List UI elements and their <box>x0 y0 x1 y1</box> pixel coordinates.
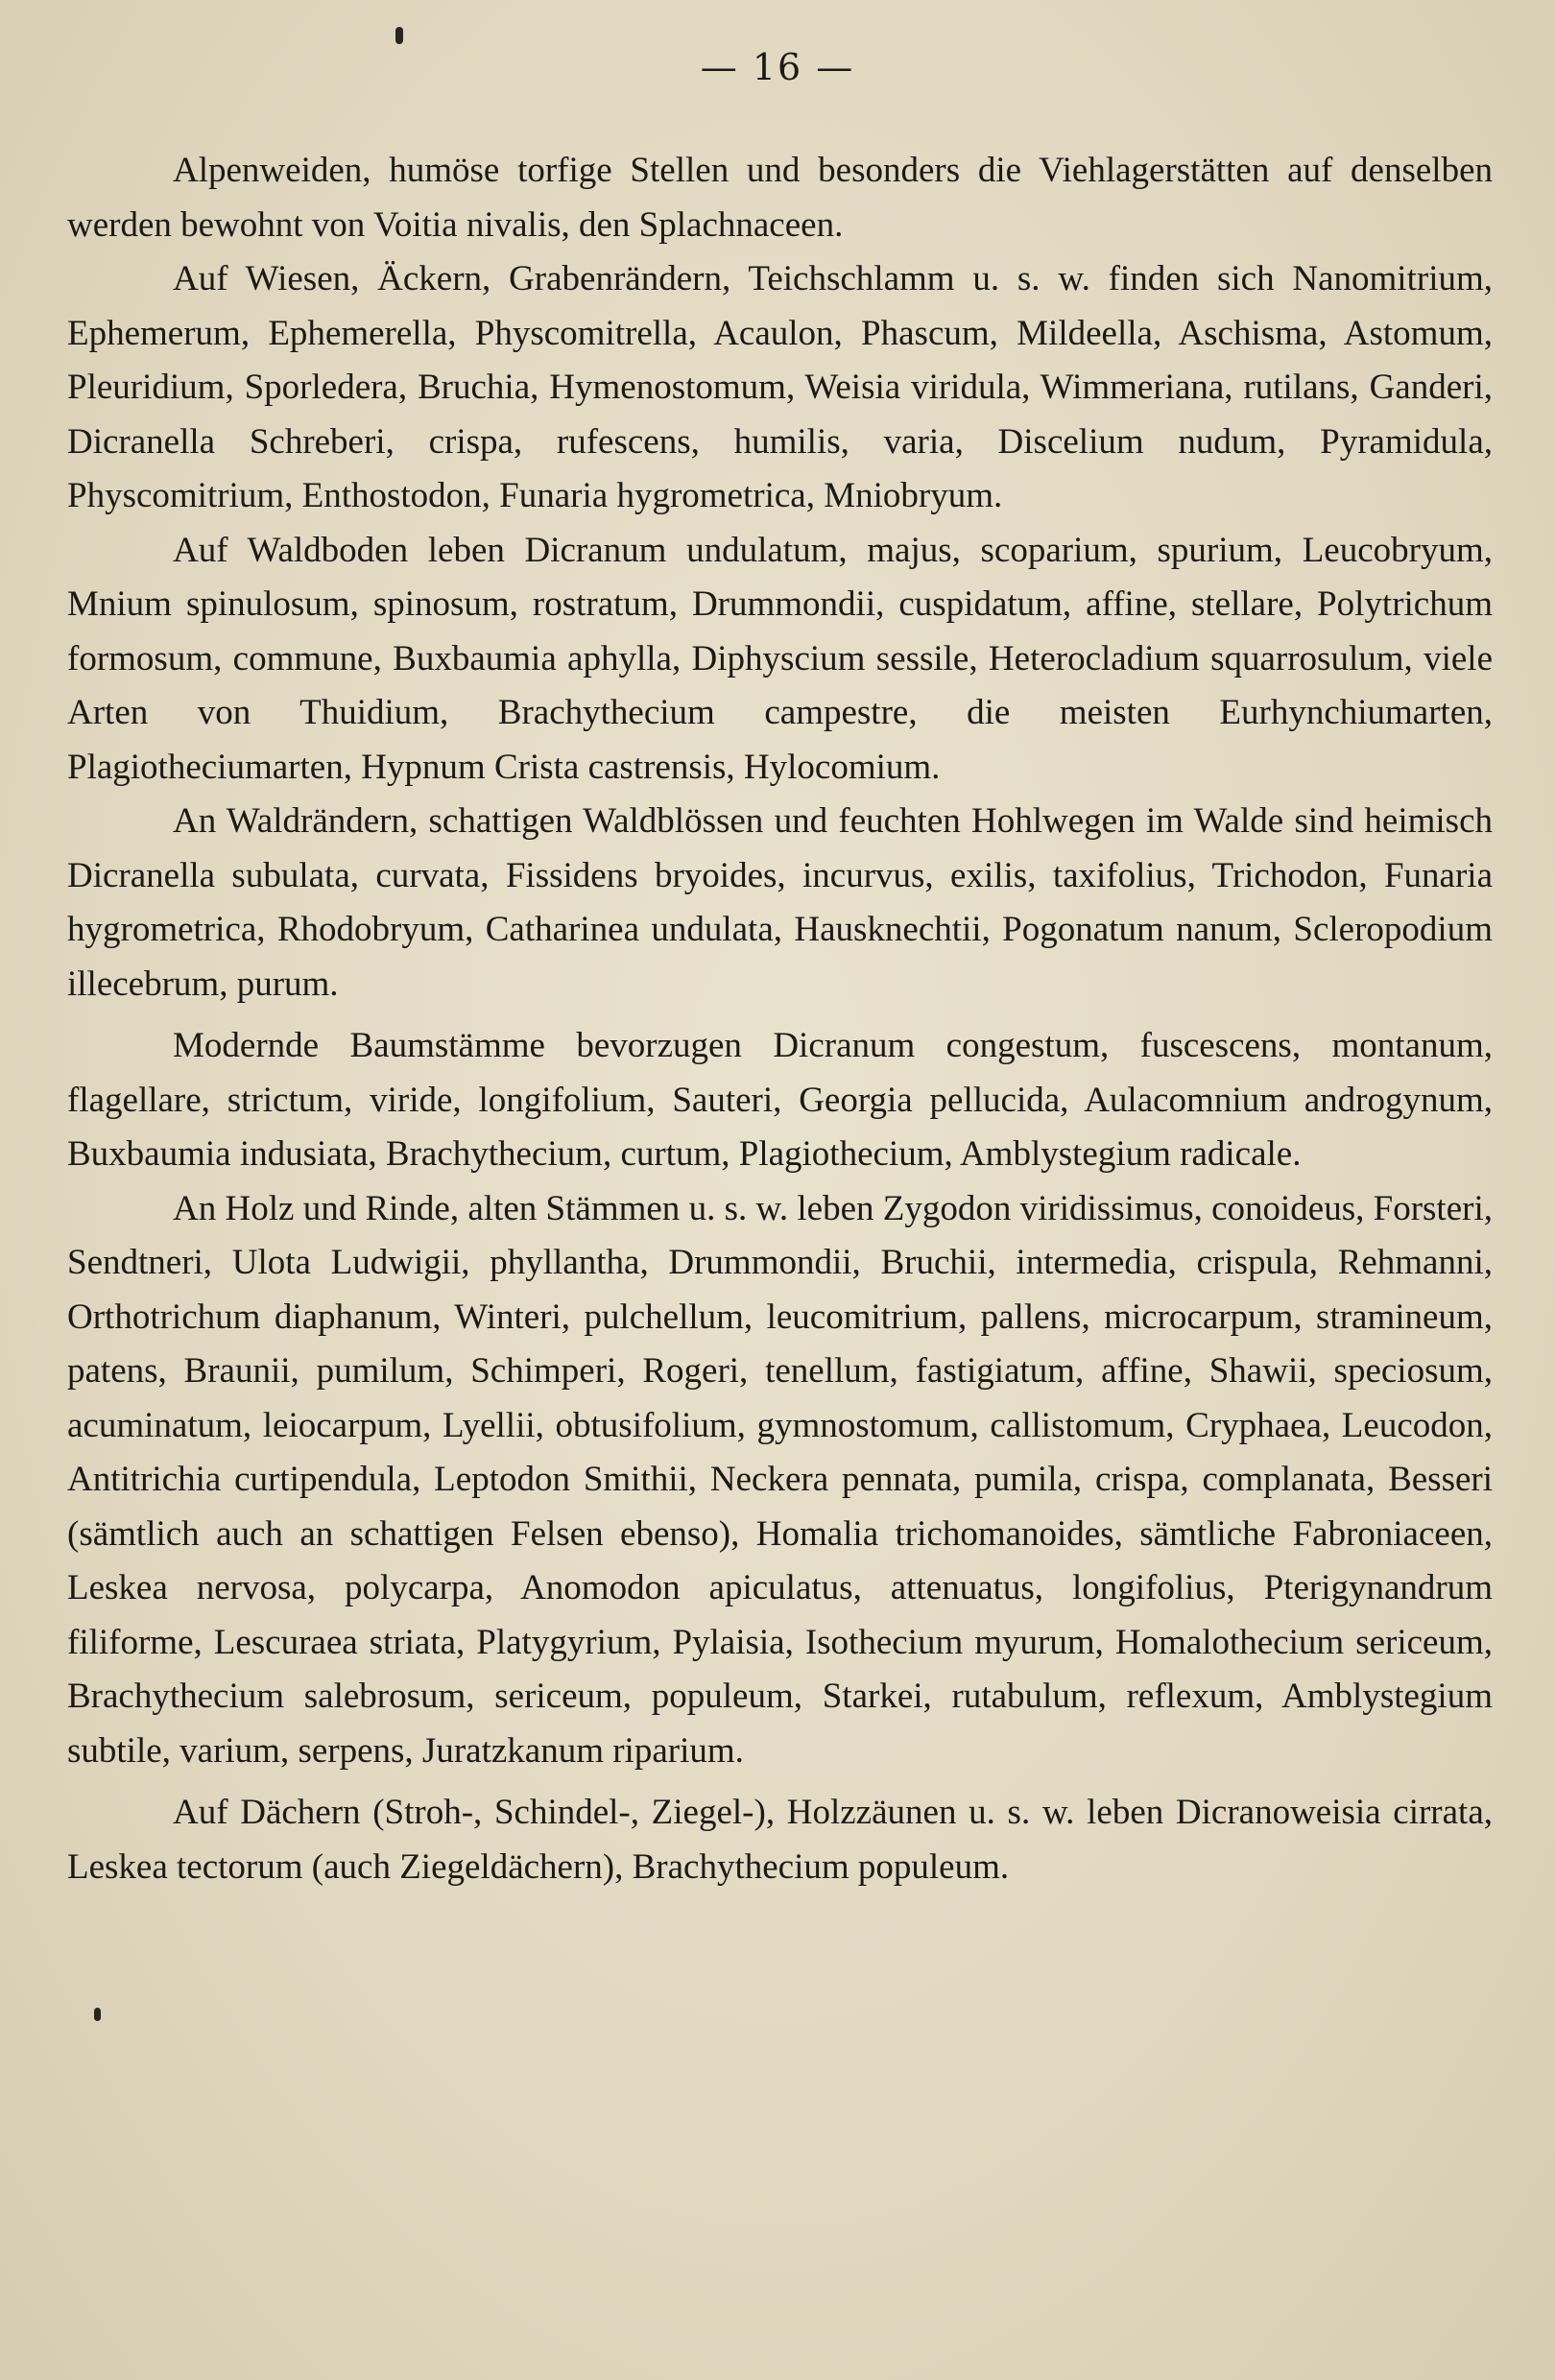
paragraph-baumstaemme: Modernde Baumstämme bevorzugen Dicranum congestum, fuscescens, montanum, flagellare, strictum, viride, longifolium, Sauteri, Georgia pellucida, Aulacomnium androgynum, Buxbaumia indusiata, Brachythecium, curtum, Plagiothecium, Amblystegium radicale. <box>67 1026 1493 1174</box>
paragraph-waldboden: Auf Waldboden leben Dicranum undulatum, majus, scoparium, spurium, Leucobryum, Mnium spinulosum, spinosum, rostratum, Drummondii, cuspidatum, affine, stellare, Polytrichum formosum, commune, Buxbaumia aphylla, Diphyscium sessile, Heterocladium squarrosulum, viele Arten von Thuidium, Brachythecium campestre, die meisten Eurhynchiumarten, Plagiotheciumarten, Hypnum Crista castrensis, Hylocomium. <box>67 530 1493 787</box>
paragraph-alpenweiden: Alpenweiden, humöse torfige Stellen und besonders die Viehlagerstätten auf denselben werden bewohnt von Voitia nivalis, den Splachnaceen. <box>67 151 1493 245</box>
paragraph-daecher: Auf Dächern (Stroh-, Schindel-, Ziegel-), Holzzäunen u. s. w. leben Dicranoweisia cirrata, Leskea tectorum (auch Ziegeldächern), Brachythecium populeum. <box>67 1793 1493 1887</box>
paragraph-holz-rinde: An Holz und Rinde, alten Stämmen u. s. w. leben Zygodon viridissimus, conoideus, Forsteri, Sendtneri, Ulota Ludwigii, phyllantha, Drummondii, Bruchii, intermedia, crispula, Rehmanni, Orthotrichum diaphanum, Winteri, pulchellum, leucomitrium, pallens, microcarpum, stramineum, patens, Braunii, pumilum, Schimperi, Rogeri, tenellum, fastigiatum, affine, Shawii, speciosum, acuminatum, leiocarpum, Lyellii, obtusifolium, gymnostomum, callistomum, Cryphaea, Leucodon, Antitrichia curtipendula, Leptodon Smithii, Neckera pennata, pumila, crispa, complanata, Besseri (sämtlich auch an schattigen Felsen ebenso), Homalia trichomanoides, sämtliche Fabroniaceen, Leskea nervosa, polycarpa, Anomodon apiculatus, attenuatus, longifolius, Pterigynandrum filiforme, Lescuraea striata, Platygyrium, Pylaisia, Isothecium myurum, Homalothecium sericeum, Brachythecium salebrosum, sericeum, populeum, Starkei, rutabulum, reflexum, Amblystegium subtile, varium, serpens, Juratzkanum riparium. <box>67 1188 1493 1771</box>
ink-spot-left <box>94 2008 101 2021</box>
body-text <box>67 144 1493 1894</box>
paragraph-wiesen: Auf Wiesen, Äckern, Grabenrändern, Teichschlamm u. s. w. finden sich Nanomitrium, Ephemerum, Ephemerella, Physcomitrella, Acaulon, Phascum, Mildeella, Aschisma, Astomum, Pleuridium, Sporledera, Bruchia, Hymenostomum, Weisia viridula, Wimmeriana, rutilans, Ganderi, Dicranella Schreberi, crispa, rufescens, humilis, varia, Discelium nudum, Pyramidula, Physcomitrium, Enthostodon, Funaria hygrometrica, Mniobryum. <box>67 259 1493 515</box>
ink-spot-top <box>395 27 403 44</box>
paragraph-waldraender: An Waldrändern, schattigen Waldblössen und feuchten Hohlwegen im Walde sind heimisch Dicranella subulata, curvata, Fissidens bryoides, incurvus, exilis, taxifolius, Trichodon, Funaria hygrometrica, Rhodobryum, Catharinea undulata, Hausknechtii, Pogonatum nanum, Scleropodium illecebrum, purum. <box>67 801 1493 1004</box>
page-number: — 16 — <box>700 46 855 88</box>
